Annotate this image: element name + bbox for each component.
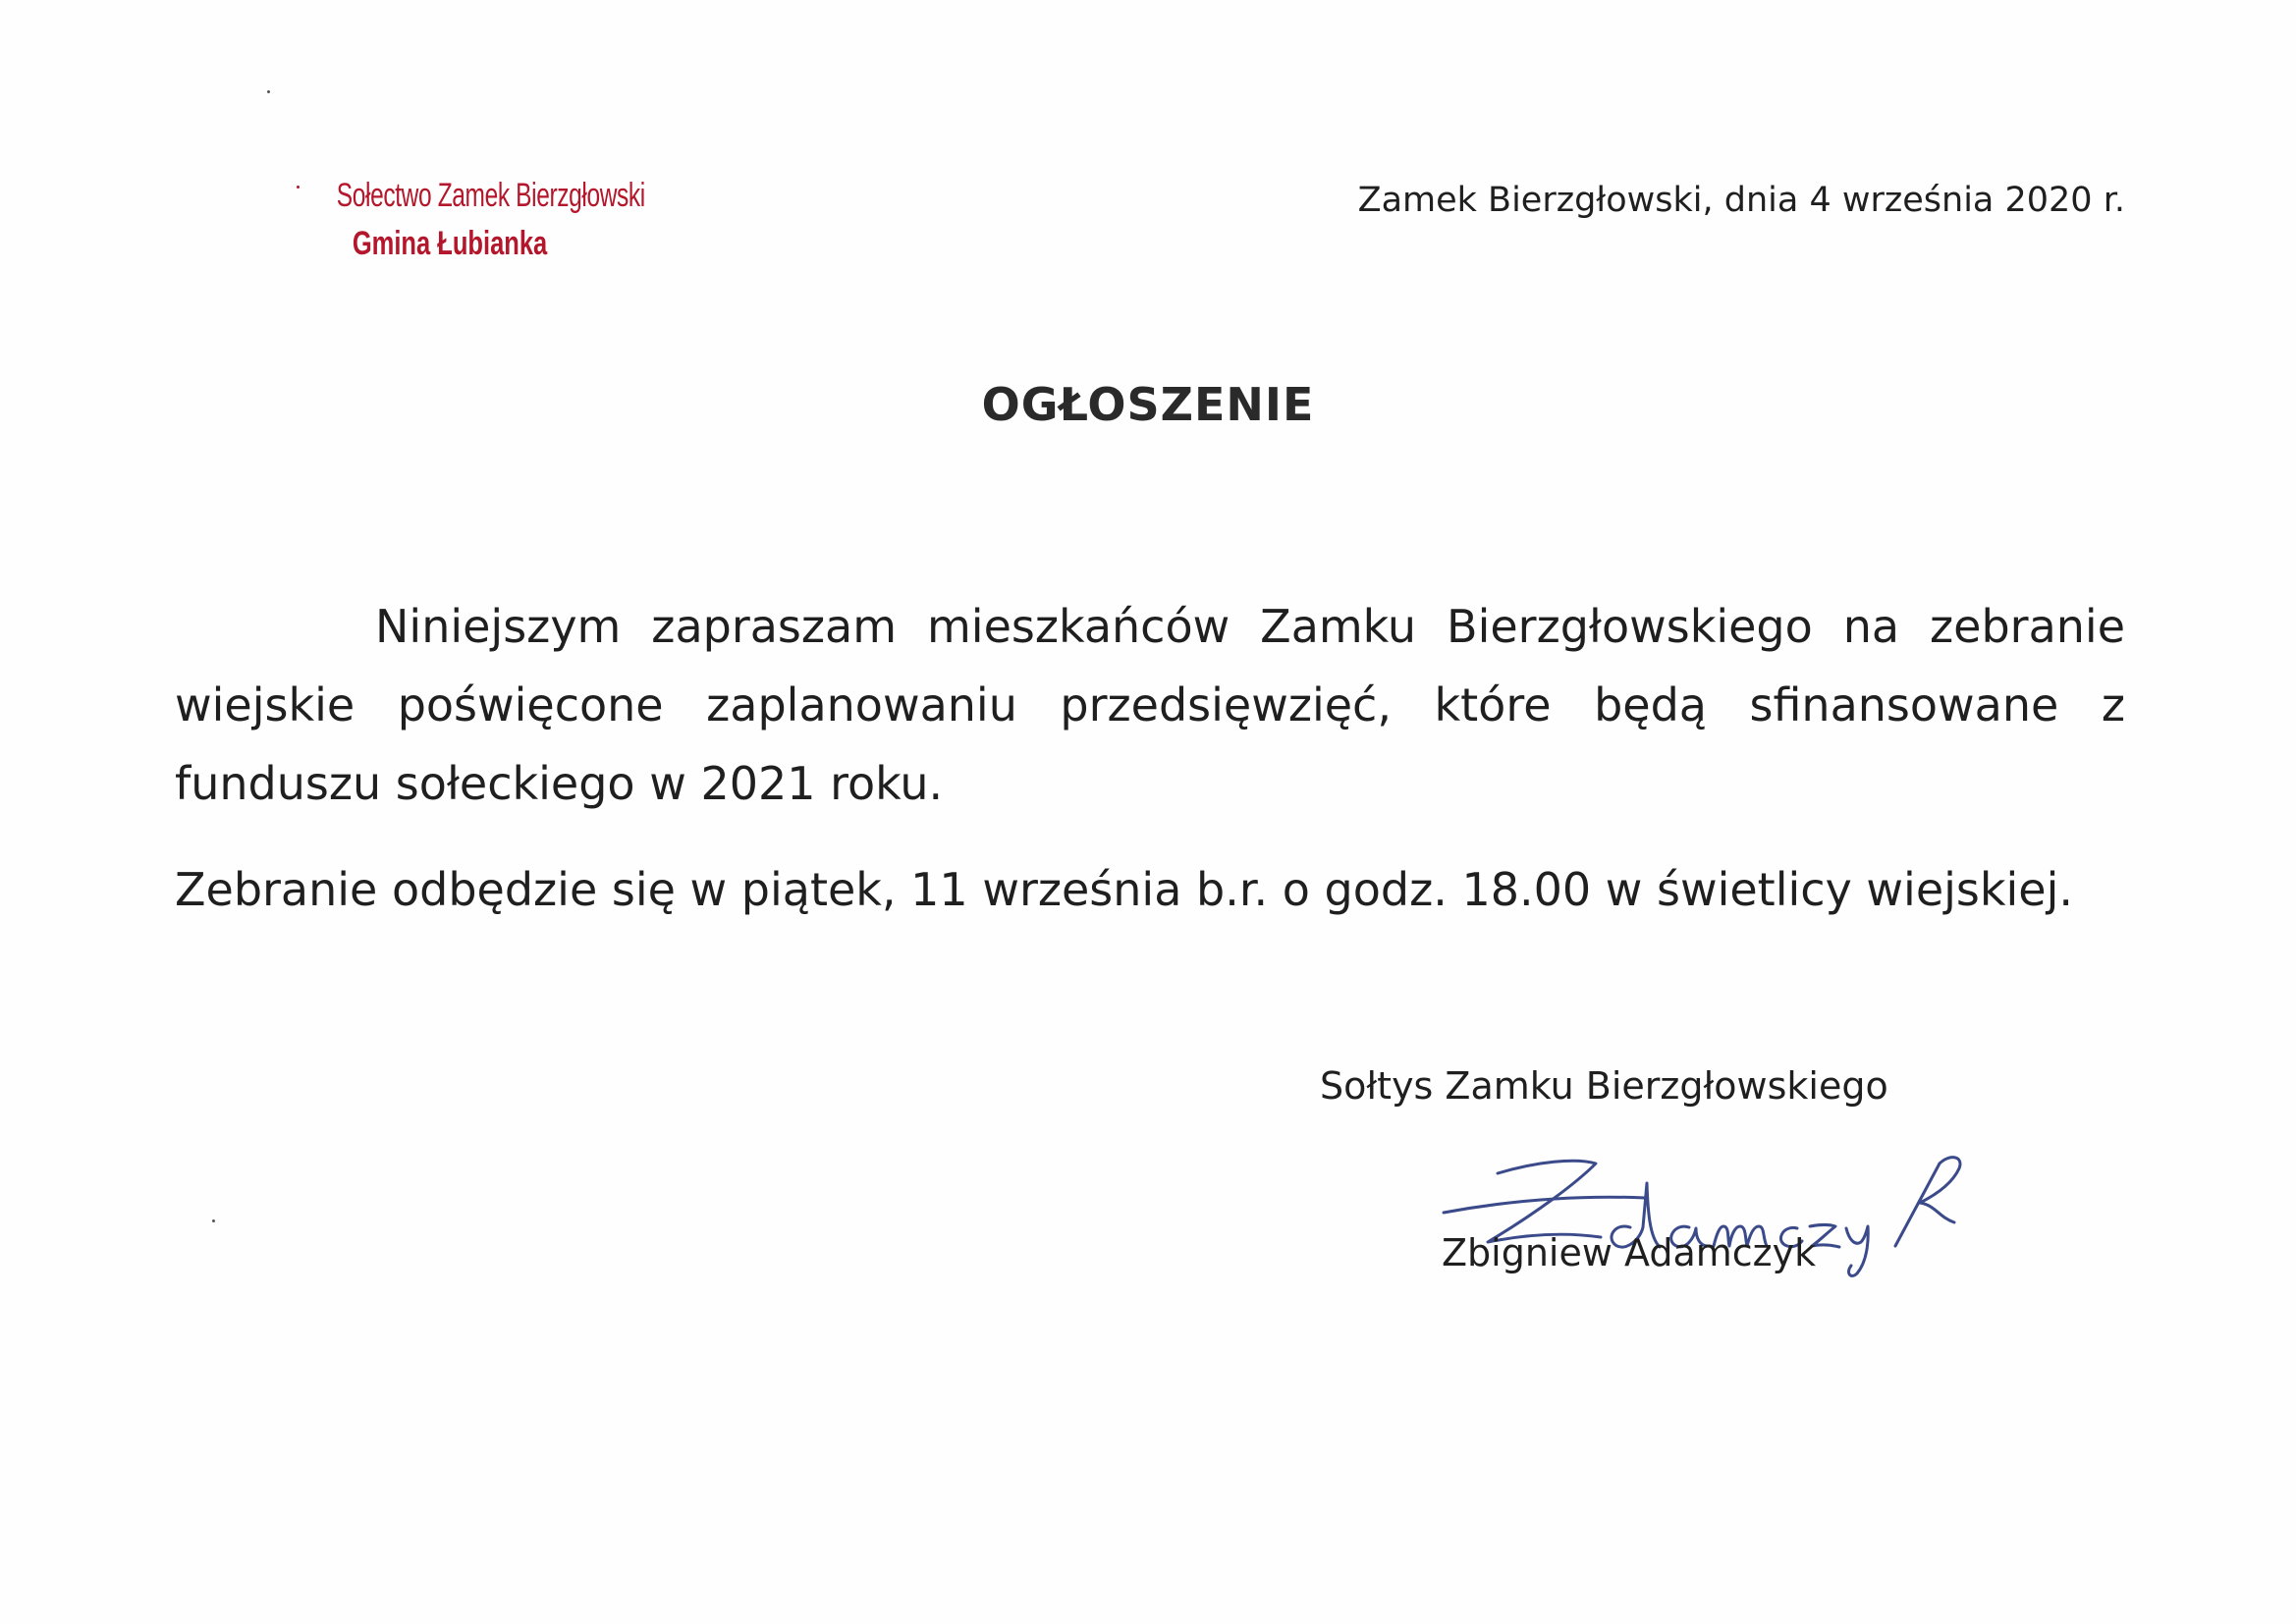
signatory-name: Zbigniew Adamczyk [1442, 1231, 1817, 1274]
scan-speck [267, 90, 270, 93]
scan-speck [297, 186, 300, 189]
scan-speck [212, 1219, 215, 1222]
document-title-text: OGŁOSZENIE [981, 378, 1315, 431]
place-and-date: Zamek Bierzgłowski, dnia 4 września 2020 r. [1357, 181, 2125, 220]
announcement-body [175, 587, 2125, 929]
office-stamp [293, 175, 645, 264]
document-title [0, 378, 2296, 431]
announcement-paragraph-meeting-time: Zebranie odbędzie się w piątek, 11 września b.r. o godz. 18.00 w świetlicy wiejskiej. [175, 863, 2073, 916]
announcement-paragraph-invitation: Niniejszym zapraszam mieszkańców Zamku Bierzgłowskiego na zebranie wiejskie poświęcone zaplanowaniu przedsięwzięć, które będą sfinansowane z funduszu sołeckiego w 2021 roku. [175, 600, 2125, 810]
signature-role: Sołtys Zamku Bierzgłowskiego [1320, 1064, 1888, 1108]
stamp-line-solectwo: Sołectwo Zamek Bierzgłowski [336, 177, 645, 214]
stamp-line-gmina: Gmina Łubianka [352, 224, 548, 262]
